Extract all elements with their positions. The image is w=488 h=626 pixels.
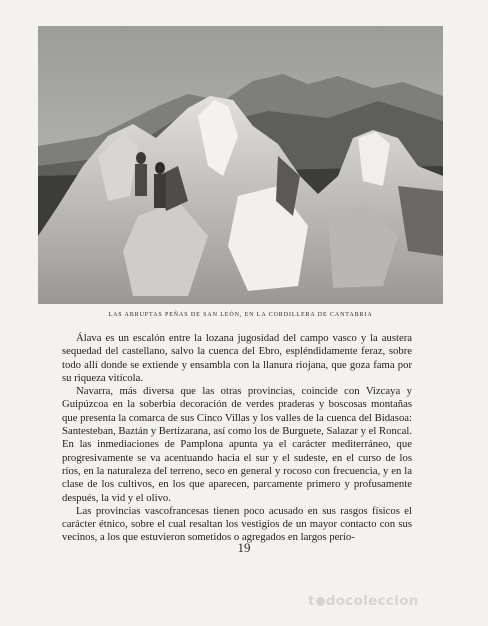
paragraph: Álava es un escalón entre la lozana jugosidad del campo vasco y la austera sequedad del castellano, salvo la cuenca del Ebro, espléndidamente feraz, sobre todo allí donde se extiende y ensambla con la llanura riojana, que goza fama por su riqueza vitícola. (62, 332, 412, 384)
paragraph: Las provincias vascofrancesas tienen poco acusado en sus rasgos físicos el carácter étnico, sobre el cual resaltan los vestigios de un mayor contacto con sus vecinos, a los que estuvieron sometidos o agregados en largos perío- (62, 504, 412, 544)
body-text (62, 332, 412, 545)
watermark-dot-icon (316, 597, 325, 606)
photo-caption: LAS ABRUPTAS PEÑAS DE SAN LEÓN, EN LA CORDILLERA DE CANTABRIA (108, 312, 373, 318)
paragraph: Navarra, más diversa que las otras provincias, coincide con Vizcaya y Guipúzcoa en la soberbia decoración de verdes praderas y boscosas montañas que presenta la comarca de sus Cinco Villas y los valles de la cuenca del Bidasoa: Santesteban, Baztán y Bertizarana, así como los de Burguete, Salazar y el Roncal. En las inmediaciones de Pamplona apunta ya el carácter mediterráneo, que progresivamente se va acentuando hacia el sur y el sudeste, en el curso de los ríos, en la naturaleza del terreno, seco en general y rocoso con frecuencia, y en la clase de los cultivos, en los que aparecen, parcamente primero y profusamente después, la vid y el olivo. (62, 385, 412, 504)
watermark-text: docoleccion (325, 593, 419, 609)
watermark-text: t (308, 593, 315, 609)
watermark (308, 593, 419, 609)
page-number: 19 (237, 540, 251, 555)
mountain-rocks-illustration (38, 26, 443, 304)
landscape-photo (38, 26, 443, 304)
